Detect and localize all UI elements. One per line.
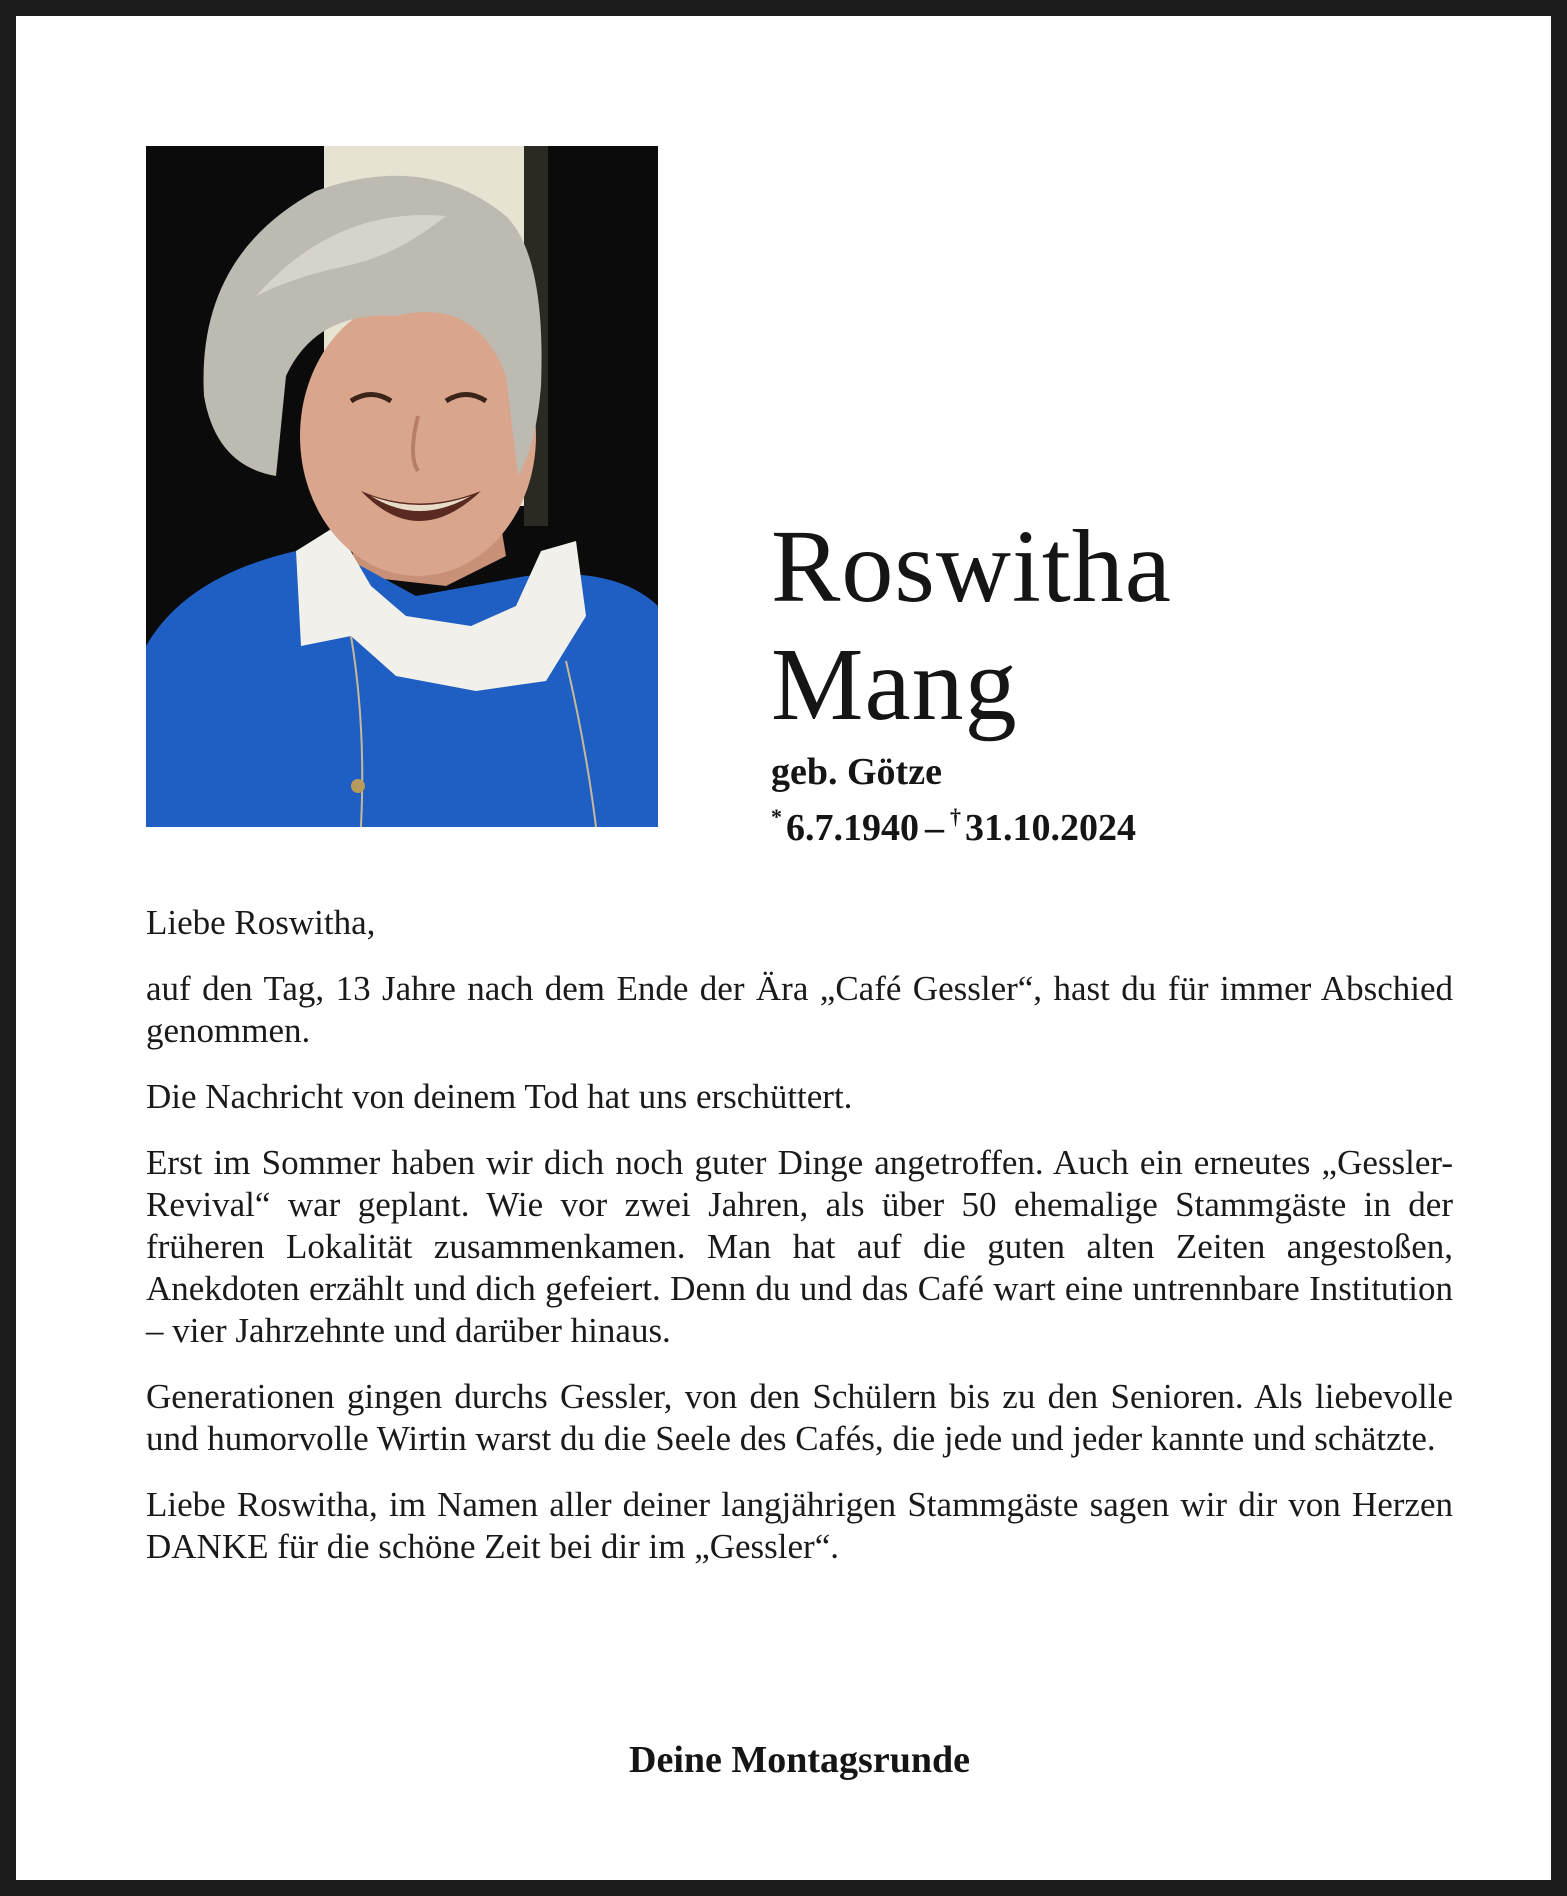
letter-paragraph: Generationen gingen durchs Gessler, von den Schülern bis zu den Senioren. Als liebevolle und humorvolle Wirtin warst du die Seele des Cafés, die jede und jeder kannte und schätzte. [146,1377,1453,1458]
letter-paragraph: auf den Tag, 13 Jahre nach dem Ende der Ära „Café Gessler“, hast du für immer Abschied genommen. [146,969,1453,1050]
deceased-name [771,508,1172,744]
signature: Deine Montagsrunde [629,1739,970,1781]
letter-paragraph: Erst im Sommer haben wir dich noch guter Dinge angetroffen. Auch ein erneutes „Gessler-Revival“ war geplant. Wie vor zwei Jahren, als über 50 ehemalige Stammgäste in der früheren Lokalität zusammenkamen. Man hat auf die guten alten Zeiten angestoßen, Anekdoten erzählt und dich gefeiert. Denn du und das Café wart eine untrennbare Institution – vier Jahrzehnte und darüber hinaus. [146,1143,1453,1350]
letter-salutation: Liebe Roswitha, [146,903,376,942]
death-date: 31.10.2024 [965,807,1136,849]
photo-pendant [351,779,365,793]
date-separator: – [925,807,944,849]
birth-name: geb. Götze [771,751,942,793]
last-name: Mang [771,627,1018,742]
first-name: Roswitha [771,509,1172,624]
life-dates [771,795,1136,850]
birth-date: 6.7.1940 [786,807,919,849]
birth-symbol: * [771,804,782,829]
letter-paragraph: Liebe Roswitha, im Namen aller deiner langjährigen Stammgäste sagen wir dir von Herzen DANKE für die schöne Zeit bei dir im „Gessler“. [146,1485,1453,1566]
death-symbol: † [950,804,961,829]
portrait-photo [146,146,658,827]
letter-paragraph: Die Nachricht von deinem Tod hat uns erschüttert. [146,1077,853,1116]
letter-body [146,902,1453,1592]
